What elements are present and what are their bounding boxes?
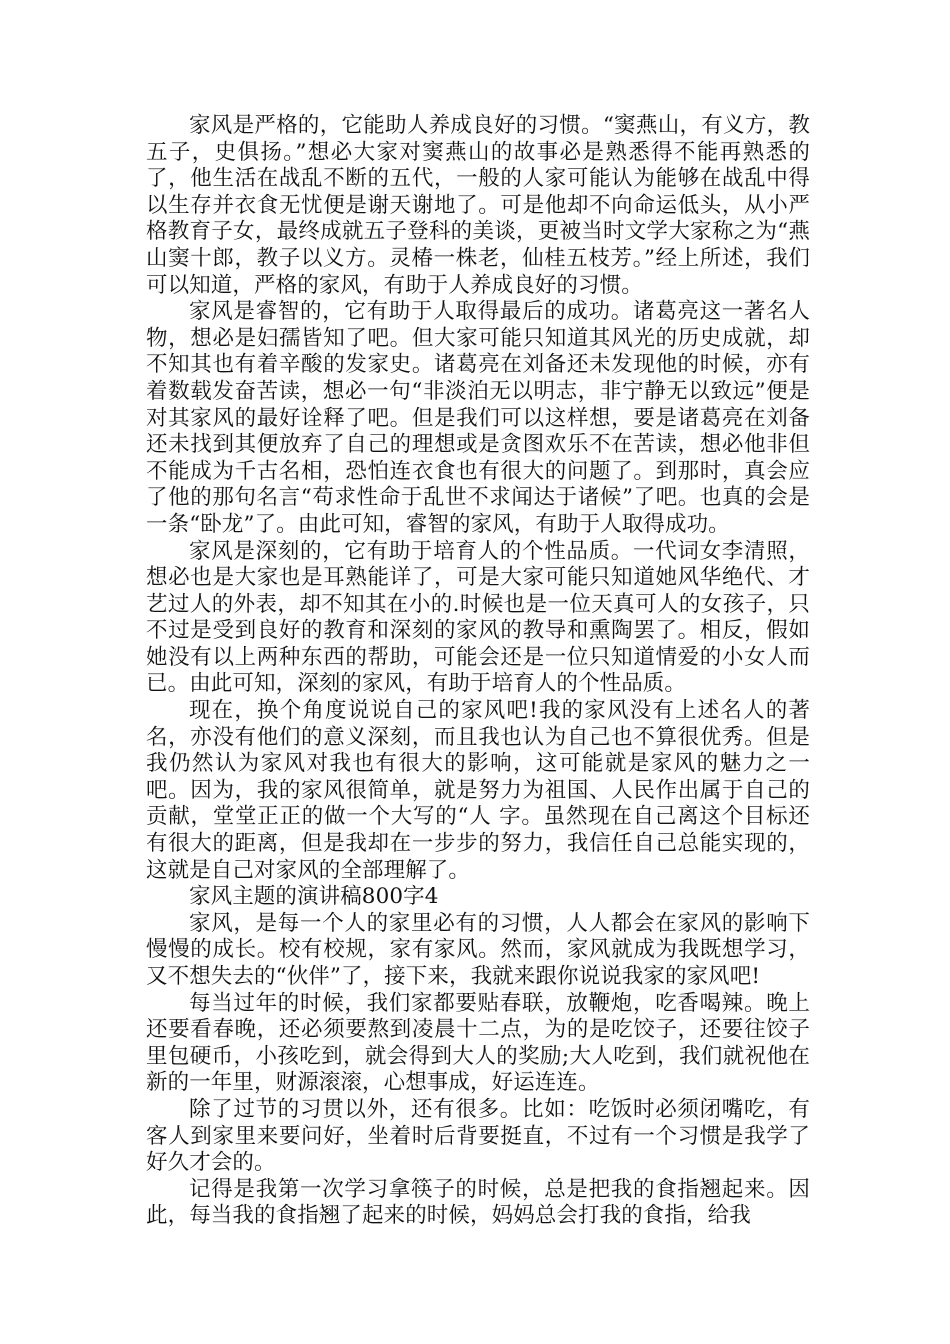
paragraph-habits: 除了过节的习贯以外，还有很多。比如：吃饭时必须闭嘴吃，有客人到家里来要问好，坐着时后背要挺直，不过有一个习惯是我学了好久才会的。 xyxy=(146,1096,810,1176)
section-heading: 家风主题的演讲稿800字4 xyxy=(189,884,439,910)
paragraph-wise-family-style: 家风是睿智的，它有助于人取得最后的成功。诸葛亮这一著名人物，想必是妇孺皆知了吧。但大家可能只知道其风光的历史成就，却不知其也有着辛酸的发家史。诸葛亮在刘备还未发现他的时候，亦有着数载发奋苦读，想必一句“非淡泊无以明志，非宁静无以致远”便是对其家风的最好诠释了吧。但是我们可以这样想，要是诸葛亮在刘备还未找到其便放弃了自己的理想或是贪图欢乐不在苦读，想必他非但不能成为千古名相，恐怕连衣食也有很大的问题了。到那时，真会应了他的那句名言“苟求性命于乱世不求闻达于诸候”了吧。也真的会是一条“卧龙”了。由此可知，睿智的家风，有助于人取得成功。 xyxy=(146,299,810,537)
paragraph-my-family-style: 现在，换个角度说说自己的家风吧!我的家风没有上述名人的著名，亦没有他们的意义深刻，而且我也认为自己也不算很优秀。但是我仍然认为家风对我也有很大的影响，这可能就是家风的魅力之一吧。因为，我的家风很简单，就是努力为祖国、人民作出属于自己的贡献，堂堂正正的做一个大写的“人 字。虽然现在自己离这个目标还有很大的距离，但是我却在一步步的努力，我信任自己总能实现的，这就是自己对家风的全部理解了。 xyxy=(146,698,810,883)
document-body xyxy=(146,113,810,1230)
paragraph-new-year: 每当过年的时候，我们家都要贴春联，放鞭炮，吃香喝辣。晚上还要看春晚，还必须要熬到凌晨十二点，为的是吃饺子，还要往饺子里包硬币，小孩吃到，就会得到大人的奖励;大人吃到，我们就祝他在新的一年里，财源滚滚，心想事成，好运连连。 xyxy=(146,990,810,1096)
paragraph-intro: 家风，是每一个人的家里必有的习惯，人人都会在家风的影响下慢慢的成长。校有校规，家有家风。然而，家风就成为我既想学习，又不想失去的“伙伴”了，接下来，我就来跟你说说我家的家风吧! xyxy=(146,910,810,989)
paragraph-strict-family-style: 家风是严格的，它能助人养成良好的习惯。“窦燕山，有义方，教五子，史俱扬。”想必大家对窦燕山的故事必是熟悉得不能再熟悉的了，他生活在战乱不断的五代，一般的人家可能认为能够在战乱中得以生存并衣食无忧便是谢天谢地了。可是他却不向命运低头，从小严格教育子女，最终成就五子登科的美谈，更被当时文学大家称之为“燕山窦十郎，教子以义方。灵椿一株老，仙桂五枝芳。”经上所述，我们可以知道，严格的家风，有助于人养成良好的习惯。 xyxy=(146,113,810,298)
paragraph-chopsticks: 记得是我第一次学习拿筷子的时候，总是把我的食指翘起来。因此，每当我的食指翘了起来的时候，妈妈总会打我的食指，给我 xyxy=(146,1176,810,1229)
paragraph-profound-family-style: 家风是深刻的，它有助于培育人的个性品质。一代词女李清照，想必也是大家也是耳熟能详了，可是大家可能只知道她风华绝代、才艺过人的外表，却不知其在小的.时候也是一位天真可人的女孩子，只不过是受到良好的教育和深刻的家风的教导和熏陶罢了。相反，假如她没有以上两种东西的帮助，可能会还是一位只知道情爱的小女人而已。由此可知，深刻的家风，有助于培育人的个性品质。 xyxy=(146,538,810,697)
